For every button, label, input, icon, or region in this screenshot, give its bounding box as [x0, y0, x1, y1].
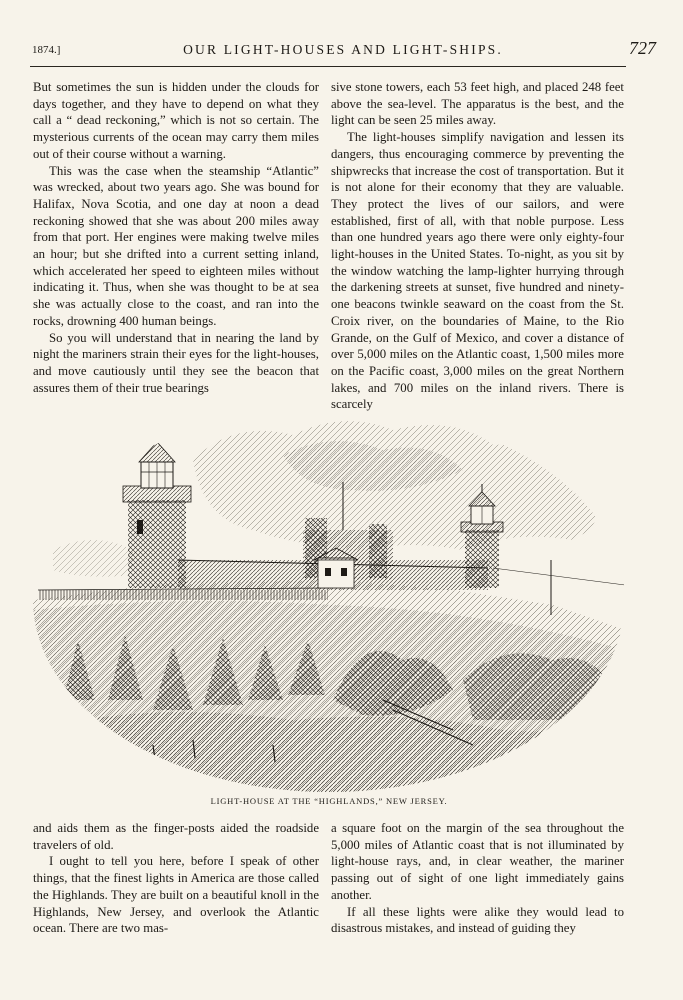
header-year: 1874.]: [32, 44, 61, 56]
paragraph: This was the case when the steamship “Atlantic” was wrecked, about two years ago. She was bound for Halifax, Nova Scotia, and one day at noon a dead reckoning showed that she was about 200 miles away from that port. Her engines were making twelve miles an hour; but she drifted into a current setting inland, which accelerated her speed to eighteen miles without indicating it. Thus, when she was thought to be at sea she was actually close to the coast, and ran into the rocks, drowning 400 human beings.: [33, 163, 319, 328]
header-title: OUR LIGHT-HOUSES AND LIGHT-SHIPS.: [183, 42, 503, 57]
column-bottom-left: [33, 820, 319, 937]
figure-caption: LIGHT-HOUSE AT THE “HIGHLANDS,” NEW JERSEY.: [210, 796, 448, 806]
column-top-left: [33, 79, 319, 396]
paragraph: a square foot on the margin of the sea throughout the 5,000 miles of Atlantic coast that is not illuminated by light-house rays, and, in clear weather, the mariner passing out of sight of one light immediately gains another.: [331, 821, 624, 902]
column-top-right: [331, 79, 624, 413]
engraving-illustration: [33, 400, 625, 795]
paragraph: But sometimes the sun is hidden under the clouds for days together, and they have to depend on what they call a “ dead reckoning,” which is not so certain. The mysterious currents of the ocean may carry them miles out of their course without a warning.: [33, 80, 319, 161]
lighthouse-engraving: [33, 400, 625, 800]
paragraph: sive stone towers, each 53 feet high, and placed 248 feet above the sea-level. The apparatus is the best, and the light can be seen 25 miles away.: [331, 80, 624, 128]
page-number: 727: [629, 38, 656, 58]
left-lighthouse: [123, 428, 191, 588]
running-header: [30, 38, 656, 62]
column-bottom-right: [331, 820, 624, 937]
header-rule: [30, 66, 626, 67]
paragraph: So you will understand that in nearing the land by night the mariners strain their eyes for the light-houses, and move cautiously until they see the beacon that assures them of their true bearings: [33, 330, 319, 395]
paragraph: and aids them as the finger-posts aided the roadside travelers of old.: [33, 821, 319, 852]
paragraph: The light-houses simplify navigation and lessen its dangers, thus encouraging commerce by preventing the shipwrecks that increase the cost of transportation. But it is not alone for their economy that they are valuable. They protect the lives of our sailors, and were established, first of all, with that noble purpose. Less than one hundred years ago there were only eighty-four light-houses in the United States. To-night, as you sit by the window watching the lamp-lighter hurrying through the darkening streets at sunset, five hundred and ninety-one beacons twinkle seaward on the coast from the St. Croix river, on the boundaries of Maine, to the Rio Grande, on the Gulf of Mexico, and cover a distance of over 5,000 miles on the Atlantic coast, 1,500 miles more on the Pacific coast, 3,000 miles on the great Northern lakes, and 700 miles on the inland rivers. There is scarcely: [331, 130, 624, 412]
paragraph: If all these lights were alike they would lead to disastrous mistakes, and instead of guiding they: [331, 904, 624, 936]
paragraph: I ought to tell you here, before I speak of other things, that the finest lights in America are those called the Highlands. They are built on a beautiful knoll in the Highlands, New Jersey, and overlook the Atlantic ocean. There are two mas-: [33, 854, 319, 936]
